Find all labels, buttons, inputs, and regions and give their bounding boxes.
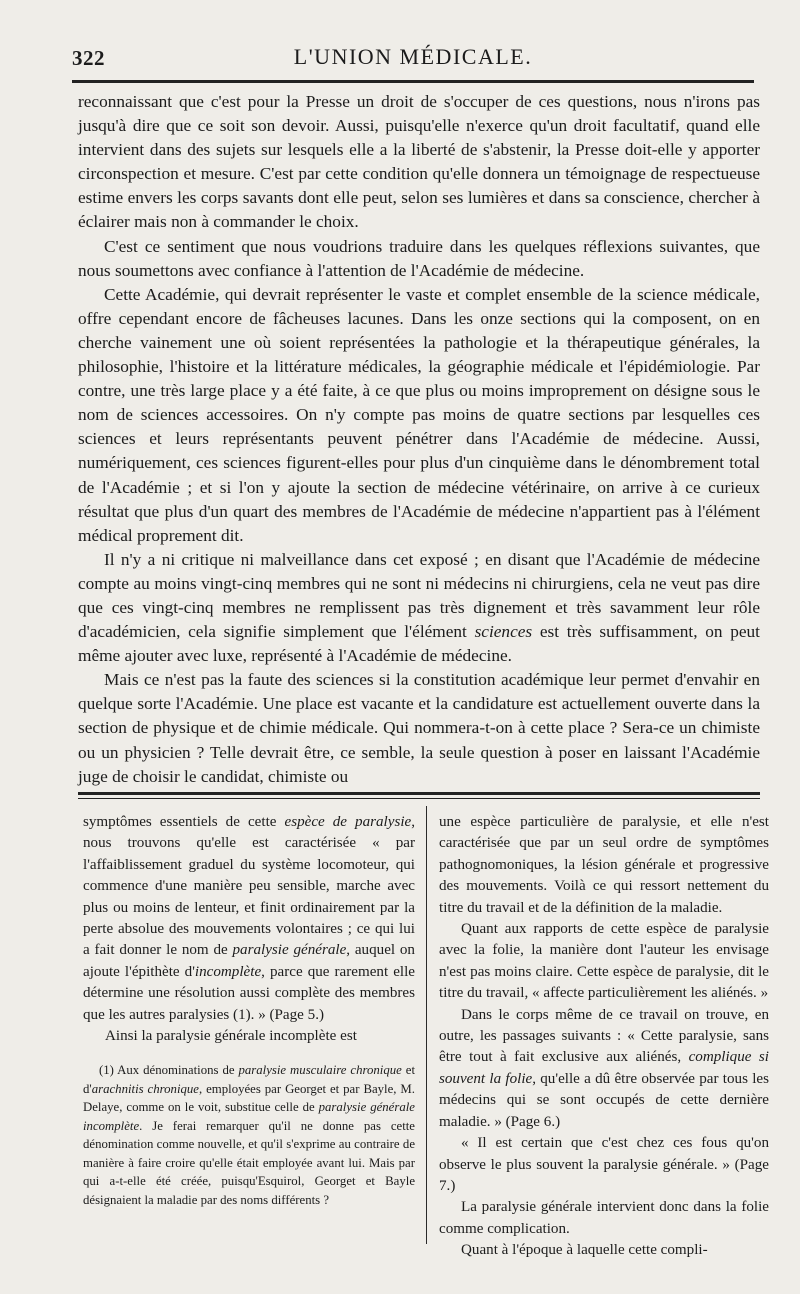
section-rule-thick xyxy=(78,792,760,795)
footnote-text-c: , employées par Georget et par Bayle, M. Delaye, comme on le voit, substitue celle de xyxy=(83,1081,416,1115)
right-paragraph-5: La paralysie générale intervient donc dans la folie comme complication. xyxy=(439,1199,769,1237)
right-paragraph-2: Quant aux rapports de cette espèce de paralysie avec la folie, la manière dont l'auteur les envisage n'est pas moins claire. Cette espèce de paralysie, dit le titre du travail, « affecte particulièrement les aliénés. » xyxy=(439,921,769,1002)
article-paragraph-2: C'est ce sentiment que nous voudrions traduire dans les quelques réflexions suivantes, que nous soumettons avec confiance à l'attention de l'Académie de médecine. xyxy=(78,236,760,280)
article-paragraph-4 xyxy=(78,548,760,668)
footnote-emphasis-2: arachnitis chronique xyxy=(91,1081,199,1096)
page-header xyxy=(72,40,754,80)
right-paragraph-6: Quant à l'époque à laquelle cette compli- xyxy=(461,1242,708,1259)
left-p1-text-c: , auquel on ajoute l'épithète d' xyxy=(83,942,415,980)
right-p3-text-b: , qu'elle a dû être observée par tous les médecins qui se sont occupés de cette dernière maladie. » (Page 6.) xyxy=(439,1070,769,1130)
section-rule-thin xyxy=(78,798,760,799)
right-p3-text-a: Dans le corps même de ce travail on trouve, en outre, les passages suivants : « Cette paralysie, sans être tout à fait exclusive aux aliénés, xyxy=(439,1006,769,1066)
left-paragraph-2: Ainsi la paralysie générale incomplète est xyxy=(105,1028,357,1045)
page-number: 322 xyxy=(72,46,105,70)
left-p1-emphasis-1: espèce de paralysie xyxy=(284,814,412,830)
footnote-text-b: et d' xyxy=(83,1063,415,1096)
right-paragraph-1: une espèce particulière de paralysie, et elle n'est caractérisée que par un seul ordre de symptômes pathognomoniques, la lésion générale et progressive des mouvements. Voilà ce qui ressort nettement du titre du travail et de la définition de la maladie. xyxy=(439,814,769,916)
left-p1-emphasis-2: paralysie générale xyxy=(232,942,347,959)
header-rule xyxy=(72,80,754,83)
main-article xyxy=(78,90,760,789)
right-paragraph-3 xyxy=(439,1005,769,1133)
article-paragraph-4-text-b: est très suffisamment, on peut même ajouter avec luxe, représenté à l'Académie de médecine. xyxy=(78,622,760,666)
article-paragraph-4-text-a: Il n'y a ni critique ni malveillance dans cet exposé ; en disant que l'Académie de médecine compte au moins vingt-cinq membres qui ne sont ni médecins ni chirurgiens, cela ne veut pas dire que ces vingt-cinq membres ne remplissent pas très dignement et très savamment leur rôle d'académicien, cela signifie simplement que l'élément xyxy=(78,549,760,642)
left-p1-emphasis-3: incomplète xyxy=(194,963,262,980)
footnote-emphasis-1: paralysie musculaire chronique xyxy=(238,1063,402,1078)
article-paragraph-3: Cette Académie, qui devrait représenter le vaste et complet ensemble de la science médicale, offre cependant encore de fâcheuses lacunes. Dans les onze sections qui la composent, on en cherche vainement une où soient représentées la pathologie et la thérapeutique générales, la philosophie, l'histoire et la littérature médicales, la géographie médicale et l'épidémiologie. Par contre, une très large place y a été faite, à ce que plus ou moins improprement on désigne sous le nom de sciences accessoires. On n'y compte pas moins de quatre sections par lesquelles ces sciences et leurs représentants peuvent pénétrer dans l'Académie de médecine. Aussi, numériquement, ces sciences figurent-elles pour plus d'un cinquième dans le dénombrement total de l'Académie ; et si l'on y ajoute la section de médecine vétérinaire, on arrive à ce curieux résultat que plus d'un quart des membres de l'Académie de médecine n'appartient pas à l'élément médical proprement dit. xyxy=(78,284,760,545)
footnote-text-d: . Je ferai remarquer qu'il ne donne pas cette dénomination comme nouvelle, et qu'il s'exprime au contraire de manière à faire croire qu'elle était employée avant lui. Mais par qui a-t-elle été créée, puisqu'Esquirol, Georget et Bayle désignaient la maladie par des noms différents ? xyxy=(83,1118,415,1207)
article-paragraph-5: Mais ce n'est pas la faute des sciences si la constitution académique leur permet d'envahir en quelque sorte l'Académie. Une place est vacante et la candidature est actuellement ouverte dans la section de physique et de chimie médicale. Qui nommera-t-on à cette place ? Sera-ce un chimiste ou un physicien ? Telle devrait être, ce semble, la seule question à poser en laissant l'Académie juge de choisir le candidat, chimiste ou xyxy=(78,670,760,786)
left-p1-text-a: symptômes essentiels de cette xyxy=(83,814,285,830)
right-p3-emphasis: complique si souvent la folie xyxy=(439,1049,769,1087)
footnote-emphasis-3: paralysie générale incomplète xyxy=(83,1100,415,1133)
footnote-1 xyxy=(83,1061,415,1209)
article-paragraph-4-emphasis: sciences xyxy=(474,622,533,642)
left-p1-text-b: , nous trouvons qu'elle est caractérisée « par l'affaiblissement graduel du système locomoteur, qui commence d'une manière peu sensible, marche avec plus ou moins de lenteur, et finit ordinairement par la perte absolue des mouvements volontaires ; ce qui lui a fait donner le nom de xyxy=(83,814,415,959)
left-p1-text-d: , parce que rarement elle détermine une résolution aussi complète des membres que les autres paralysies (1). » (Page 5.) xyxy=(83,963,415,1023)
feuilleton-column-right xyxy=(439,812,769,1262)
feuilleton-column-left xyxy=(83,812,415,1209)
left-paragraph-1 xyxy=(83,812,415,1026)
column-separator xyxy=(426,806,427,1244)
article-paragraph-1: reconnaissant que c'est pour la Presse un droit de s'occuper de ces questions, nous n'irons pas jusqu'à dire que ce soit son devoir. Aussi, puisqu'elle n'exerce qu'un droit facultatif, quand elle intervient dans des sujets sur lesquels elle a la liberté de s'abstenir, la Presse doit-elle y apporter circonspection et mesure. C'est par cette condition qu'elle donnera un témoignage de respectueuse estime envers les corps savants dont elle peut, selon ses lumières et dans sa conscience, chercher à éclairer mais non à commander le choix. xyxy=(78,92,760,232)
footnote-text-a: (1) Aux dénominations de xyxy=(99,1063,239,1078)
right-paragraph-4: « Il est certain que c'est chez ces fous qu'on observe le plus souvent la paralysie générale. » (Page 7.) xyxy=(439,1135,769,1194)
running-title: L'UNION MÉDICALE. xyxy=(293,44,533,69)
